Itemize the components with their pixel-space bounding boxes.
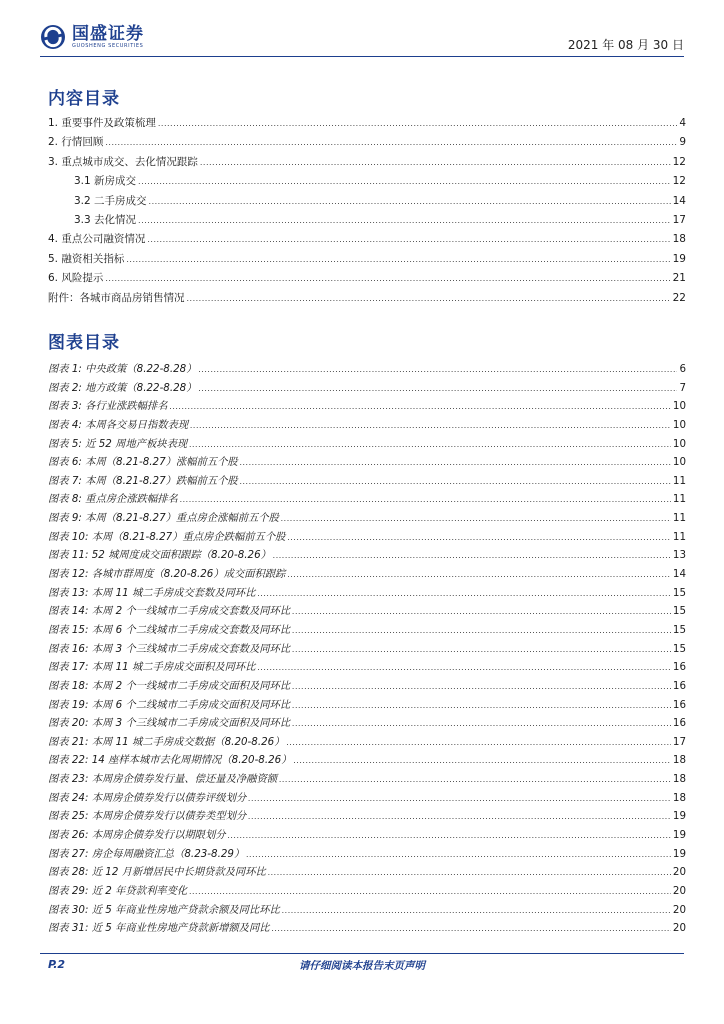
figure-entry-page: 20 (672, 922, 686, 935)
figure-entry-page: 15 (672, 605, 686, 618)
figure-entry-label: 图表 22: 14 座样本城市去化周期情况（8.20-8.26） (48, 754, 292, 767)
figures-title: 图表目录 (48, 333, 120, 353)
dot-leader (240, 458, 671, 467)
dot-leader (258, 589, 671, 598)
dot-leader (190, 421, 671, 430)
table-of-contents (48, 115, 686, 309)
figure-entry-label: 图表 18: 本周 2 个一线城市二手房成交面积及同环比 (48, 679, 291, 692)
toc-entry[interactable] (48, 290, 686, 309)
dot-leader (126, 255, 670, 264)
figure-entry[interactable] (48, 919, 686, 938)
figure-entry[interactable] (48, 490, 686, 509)
figure-entry-page: 19 (672, 829, 686, 842)
figure-entry-label: 图表 16: 本周 3 个三线城市二手房成交套数及同环比 (48, 642, 291, 655)
dot-leader (138, 216, 671, 225)
toc-entry[interactable] (48, 251, 686, 270)
figure-entry-label: 图表 6: 本周（8.21-8.27）涨幅前五个股 (48, 456, 238, 469)
dot-leader (199, 384, 678, 393)
figure-entry-page: 20 (672, 903, 686, 916)
figure-entry-page: 17 (672, 735, 686, 748)
toc-entry-label: 3.1 新房成交 (74, 175, 137, 188)
figure-entry-page: 18 (672, 754, 686, 767)
toc-entry-page: 22 (672, 291, 686, 304)
figure-entry[interactable] (48, 807, 686, 826)
dot-leader (246, 850, 671, 859)
dot-leader (248, 812, 671, 821)
figure-entry-page: 11 (672, 493, 686, 506)
dot-leader (147, 235, 670, 244)
company-logo (40, 24, 144, 50)
dot-leader (292, 607, 671, 616)
footer-divider (40, 953, 684, 954)
toc-entry-label: 4. 重点公司融资情况 (48, 233, 146, 246)
figure-entry[interactable] (48, 546, 686, 565)
figure-entry-label: 图表 11: 52 城周度成交面积跟踪（8.20-8.26） (48, 549, 271, 562)
figure-entry-page: 13 (672, 549, 686, 562)
figure-entry-page: 18 (672, 791, 686, 804)
figure-entry-page: 20 (672, 866, 686, 879)
figure-entry[interactable] (48, 453, 686, 472)
figure-entry-label: 图表 10: 本周（8.21-8.27）重点房企跌幅前五个股 (48, 530, 286, 543)
figure-entry-page: 18 (672, 773, 686, 786)
figure-entry-label: 图表 4: 本周各交易日指数表现 (48, 418, 189, 431)
figure-entry-page: 11 (672, 474, 686, 487)
figure-entry[interactable] (48, 677, 686, 696)
figure-entry[interactable] (48, 770, 686, 789)
toc-entry-label: 3.2 二手房成交 (74, 194, 147, 207)
figure-entry[interactable] (48, 565, 686, 584)
figure-entry-label: 图表 5: 近 52 周地产板块表现 (48, 437, 188, 450)
figure-entry[interactable] (48, 416, 686, 435)
figure-entry-label: 图表 15: 本周 6 个二线城市二手房成交套数及同环比 (48, 623, 291, 636)
figure-entry[interactable] (48, 658, 686, 677)
dot-leader (292, 701, 671, 710)
figure-entry[interactable] (48, 882, 686, 901)
toc-entry-page: 4 (679, 117, 686, 129)
figure-entry-page: 16 (672, 661, 686, 674)
toc-entry[interactable] (48, 115, 686, 134)
toc-entry-page: 9 (679, 136, 686, 149)
toc-entry-label: 5. 融资相关指标 (48, 252, 125, 265)
logo-mark-icon (40, 24, 66, 50)
figure-entry[interactable] (48, 360, 686, 379)
figure-entry-label: 图表 30: 近 5 年商业性房地产贷款余额及同比环比 (48, 903, 280, 916)
dot-leader (180, 495, 671, 504)
dot-leader (292, 719, 671, 728)
figure-entry-page: 19 (672, 810, 686, 823)
figure-entry[interactable] (48, 826, 686, 845)
toc-entry-label: 1. 重要事件及政策梳理 (48, 117, 156, 129)
dot-leader (287, 533, 670, 542)
figure-entry-page: 11 (672, 512, 686, 525)
figure-entry-label: 图表 28: 近 12 月新增居民中长期贷款及同环比 (48, 866, 266, 879)
figure-entry[interactable] (48, 696, 686, 715)
figure-entry-label: 图表 31: 近 5 年商业性房地产贷款新增额及同比 (48, 922, 270, 935)
dot-leader (268, 868, 671, 877)
dot-leader (158, 119, 677, 128)
toc-entry-page: 12 (672, 155, 686, 168)
dot-leader (228, 831, 671, 840)
figure-entry-label: 图表 14: 本周 2 个一线城市二手房成交套数及同环比 (48, 605, 291, 618)
figure-entry-label: 图表 25: 本周房企债券发行以债券类型划分 (48, 810, 247, 823)
dot-leader (287, 570, 670, 579)
figure-entry-label: 图表 20: 本周 3 个三线城市二手房成交面积及同环比 (48, 717, 291, 730)
dot-leader (187, 294, 671, 303)
toc-entry[interactable] (48, 193, 686, 212)
figure-entry[interactable] (48, 901, 686, 920)
figure-entry-page: 16 (672, 717, 686, 730)
dot-leader (272, 924, 671, 933)
figure-entry-label: 图表 2: 地方政策（8.22-8.28） (48, 381, 197, 394)
toc-entry-label: 3. 重点城市成交、去化情况跟踪 (48, 155, 198, 168)
toc-entry[interactable] (48, 173, 686, 192)
figure-entry-label: 图表 12: 各城市群周度（8.20-8.26）成交面积跟踪 (48, 568, 286, 581)
toc-entry-label: 3.3 去化情况 (74, 213, 137, 226)
logo-chinese-name: 国盛证券 (72, 23, 144, 44)
toc-entry-label: 2. 行情回顾 (48, 136, 104, 149)
figure-entry[interactable] (48, 379, 686, 398)
figure-entry-page: 15 (672, 623, 686, 636)
figure-entry-page: 7 (679, 381, 686, 394)
dot-leader (279, 775, 671, 784)
dot-leader (282, 906, 671, 915)
figure-entry-label: 图表 19: 本周 6 个二线城市二手房成交面积及同环比 (48, 698, 291, 711)
dot-leader (138, 177, 671, 186)
figure-entry-page: 15 (672, 586, 686, 599)
toc-entry[interactable] (48, 231, 686, 250)
figure-entry[interactable] (48, 714, 686, 733)
figure-entry-page: 10 (672, 400, 686, 413)
toc-entry-page: 14 (672, 194, 686, 207)
dot-leader (105, 138, 677, 147)
figure-entry-label: 图表 23: 本周房企债券发行量、偿还量及净融资额 (48, 773, 278, 786)
dot-leader (292, 626, 671, 635)
page-number: P.2 (48, 958, 66, 971)
figure-entry[interactable] (48, 472, 686, 491)
list-of-figures (48, 360, 686, 938)
figure-entry[interactable] (48, 397, 686, 416)
dot-leader (273, 551, 671, 560)
figure-entry-label: 图表 29: 近 2 年贷款利率变化 (48, 884, 188, 897)
toc-entry[interactable] (48, 134, 686, 153)
dot-leader (281, 514, 671, 523)
toc-entry[interactable] (48, 212, 686, 231)
toc-entry-page: 12 (672, 175, 686, 188)
figure-entry[interactable] (48, 751, 686, 770)
figure-entry-label: 图表 1: 中央政策（8.22-8.28） (48, 363, 197, 375)
dot-leader (287, 738, 671, 747)
figure-entry-label: 图表 13: 本周 11 城二手房成交套数及同环比 (48, 586, 256, 599)
dot-leader (294, 756, 671, 765)
figure-entry[interactable] (48, 621, 686, 640)
page-header (40, 18, 684, 58)
toc-title: 内容目录 (48, 89, 120, 109)
figure-entry-page: 16 (672, 679, 686, 692)
figure-entry-page: 6 (679, 363, 686, 375)
figure-entry-page: 19 (672, 847, 686, 860)
dot-leader (189, 440, 671, 449)
figure-entry[interactable] (48, 509, 686, 528)
figure-entry[interactable] (48, 528, 686, 547)
toc-entry[interactable] (48, 154, 686, 173)
figure-entry-label: 图表 17: 本周 11 城二手房成交面积及同环比 (48, 661, 256, 674)
figure-entry-page: 10 (672, 418, 686, 431)
figure-entry-page: 10 (672, 437, 686, 450)
header-divider (40, 56, 684, 57)
figure-entry-label: 图表 3: 各行业涨跌幅排名 (48, 400, 168, 413)
dot-leader (258, 663, 671, 672)
figure-entry-label: 图表 24: 本周房企债券发行以债券评级划分 (48, 791, 247, 804)
toc-entry-label: 附件：各城市商品房销售情况 (48, 291, 185, 304)
dot-leader (105, 274, 670, 283)
figure-entry[interactable] (48, 602, 686, 621)
dot-leader (240, 477, 671, 486)
dot-leader (200, 158, 671, 167)
toc-entry-page: 18 (672, 233, 686, 246)
figure-entry-label: 图表 9: 本周（8.21-8.27）重点房企涨幅前五个股 (48, 512, 279, 525)
figure-entry-page: 14 (672, 568, 686, 581)
figure-entry-page: 16 (672, 698, 686, 711)
figure-entry-page: 20 (672, 884, 686, 897)
figure-entry[interactable] (48, 733, 686, 752)
figure-entry-label: 图表 26: 本周房企债券发行以期限划分 (48, 829, 226, 842)
figure-entry[interactable] (48, 845, 686, 864)
toc-entry-label: 6. 风险提示 (48, 272, 104, 285)
dot-leader (189, 887, 671, 896)
figure-entry-page: 10 (672, 456, 686, 469)
figure-entry[interactable] (48, 789, 686, 808)
toc-entry-page: 19 (672, 252, 686, 265)
figure-entry-page: 15 (672, 642, 686, 655)
figure-entry[interactable] (48, 640, 686, 659)
figure-entry[interactable] (48, 863, 686, 882)
dot-leader (170, 402, 671, 411)
dot-leader (292, 682, 671, 691)
dot-leader (292, 645, 671, 654)
figure-entry-label: 图表 21: 本周 11 城二手房成交数据（8.20-8.26） (48, 735, 285, 748)
toc-entry[interactable] (48, 270, 686, 289)
figure-entry-label: 图表 8: 重点房企涨跌幅排名 (48, 493, 178, 506)
dot-leader (199, 365, 678, 374)
report-date: 2021 年 08 月 30 日 (567, 38, 684, 52)
dot-leader (149, 197, 671, 206)
figure-entry-label: 图表 27: 房企每周融资汇总（8.23-8.29） (48, 847, 245, 860)
disclaimer-note: 请仔细阅读本报告末页声明 (299, 960, 425, 972)
figure-entry-label: 图表 7: 本周（8.21-8.27）跌幅前五个股 (48, 474, 238, 487)
figure-entry-page: 11 (672, 530, 686, 543)
dot-leader (248, 794, 671, 803)
toc-entry-page: 21 (672, 272, 686, 285)
figure-entry[interactable] (48, 584, 686, 603)
toc-entry-page: 17 (672, 213, 686, 226)
figure-entry[interactable] (48, 435, 686, 454)
logo-english-name: GUOSHENG SECURITIES (72, 42, 144, 49)
